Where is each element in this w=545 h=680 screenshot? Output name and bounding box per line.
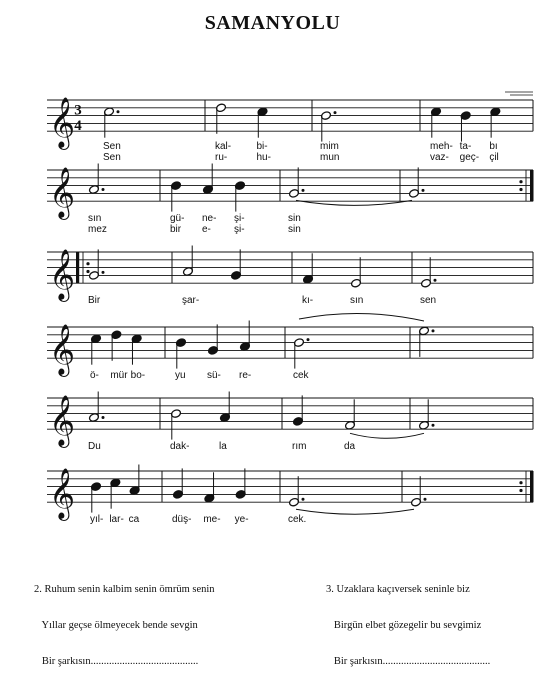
slur — [299, 313, 424, 321]
lyric-syllable: ö- — [90, 370, 99, 382]
note-dot — [432, 424, 435, 427]
time-signature-bottom: 4 — [74, 118, 82, 135]
note-dot — [302, 498, 305, 501]
lyric-syllable: Bir — [88, 295, 101, 307]
verse-3-line-3: Bir şarkısın......................................... — [326, 656, 491, 667]
lyric-syllable: bo- — [130, 370, 146, 382]
verse-2-line-2: Yıllar geçse ölmeyecek bende sevgin — [34, 620, 198, 631]
note-dot — [117, 110, 120, 113]
lyric-syllable: sın — [88, 213, 102, 225]
lyric-syllable: la — [219, 441, 227, 453]
lyric-syllable: ru- — [215, 152, 228, 164]
lyric-syllable: sın — [350, 295, 364, 307]
lyric-syllable: mür — [110, 370, 128, 382]
lyric-syllable: bı — [489, 141, 498, 153]
page-title: SAMANYOLU — [204, 12, 341, 34]
lyric-syllable: meh- — [430, 141, 453, 153]
lyric-syllable: çil — [489, 152, 499, 164]
lyric-syllable: kal- — [215, 141, 232, 153]
lyric-syllable: sü- — [207, 370, 221, 382]
treble-clef-icon: 𝄞 — [49, 395, 76, 447]
lyric-syllable: şar- — [182, 295, 200, 307]
lyric-syllable: gü- — [170, 213, 185, 225]
note-dot — [102, 188, 105, 191]
note-dot — [302, 189, 305, 192]
lyric-syllable: yu — [175, 370, 186, 382]
repeat-dot — [519, 489, 522, 492]
lyric-syllable: mez — [88, 224, 107, 236]
lyric-syllable: dak- — [170, 441, 190, 453]
lyric-syllable: rım — [292, 441, 307, 453]
lyric-syllable: bir — [170, 224, 182, 236]
treble-clef-icon: 𝄞 — [49, 249, 76, 301]
repeat-dot — [519, 188, 522, 191]
lyric-syllable: ta- — [459, 141, 472, 153]
note-dot — [334, 111, 337, 114]
verse-2 — [34, 560, 215, 680]
lyric-syllable: ye- — [234, 514, 249, 526]
verse-2-line-3: Bir şarkısın......................................... — [34, 656, 199, 667]
note-dot — [422, 189, 425, 192]
lyric-syllable: re- — [239, 370, 252, 382]
verse-3 — [326, 560, 490, 680]
treble-clef-icon: 𝄞 — [49, 167, 76, 219]
lyric-syllable: cek. — [288, 514, 307, 526]
lyric-syllable: mim — [320, 141, 339, 153]
repeat-dot — [519, 481, 522, 484]
lyric-syllable: şi- — [234, 224, 245, 236]
note-dot — [307, 338, 310, 341]
verse-2-line-1: 2. Ruhum senin kalbim senin ömrüm senin — [34, 584, 215, 595]
lyric-syllable: cek — [293, 370, 309, 382]
lyric-syllable: geç- — [459, 152, 480, 164]
treble-clef-icon: 𝄞 — [49, 97, 76, 149]
lyric-syllable: mun — [320, 152, 340, 164]
repeat-barline — [530, 471, 533, 502]
repeat-dot — [86, 270, 89, 273]
lyric-syllable: bi- — [256, 141, 268, 153]
treble-clef-icon: 𝄞 — [49, 324, 76, 376]
lyric-syllable: da — [344, 441, 356, 453]
lyric-syllable: ca — [128, 514, 140, 526]
note-dot — [432, 329, 435, 332]
lyric-syllable: Sen — [103, 141, 121, 153]
time-signature-top: 3 — [74, 102, 82, 119]
repeat-barline — [530, 170, 533, 201]
lyric-syllable: sen — [420, 295, 437, 307]
lyric-syllable: lar- — [109, 514, 124, 526]
lyric-syllable: düş- — [172, 514, 192, 526]
lyric-syllable: kı- — [302, 295, 314, 307]
lyric-syllable: Sen — [103, 152, 121, 164]
repeat-dot — [519, 180, 522, 183]
repeat-dot — [86, 262, 89, 265]
note-dot — [102, 416, 105, 419]
lyric-syllable: ne- — [202, 213, 217, 225]
note-dot — [424, 498, 427, 501]
note-dot — [102, 271, 105, 274]
lyric-syllable: sin — [288, 224, 301, 236]
verse-3-line-1: 3. Uzaklara kaçıversek seninle biz — [326, 584, 470, 595]
treble-clef-icon: 𝄞 — [49, 468, 76, 520]
tie — [350, 433, 424, 438]
lyric-syllable: şi- — [234, 213, 245, 225]
tie — [296, 509, 414, 514]
lyric-syllable: hu- — [256, 152, 271, 164]
lyric-syllable: e- — [202, 224, 211, 236]
repeat-barline — [76, 252, 79, 283]
verse-3-line-2: Birgün elbet gözegelir bu sevgimiz — [326, 620, 482, 631]
lyric-syllable: sin — [288, 213, 301, 225]
lyric-syllable: yıl- — [90, 514, 104, 526]
lyric-syllable: me- — [203, 514, 221, 526]
lyric-syllable: vaz- — [430, 152, 449, 164]
lyric-syllable: Du — [88, 441, 101, 453]
note-dot — [434, 279, 437, 282]
